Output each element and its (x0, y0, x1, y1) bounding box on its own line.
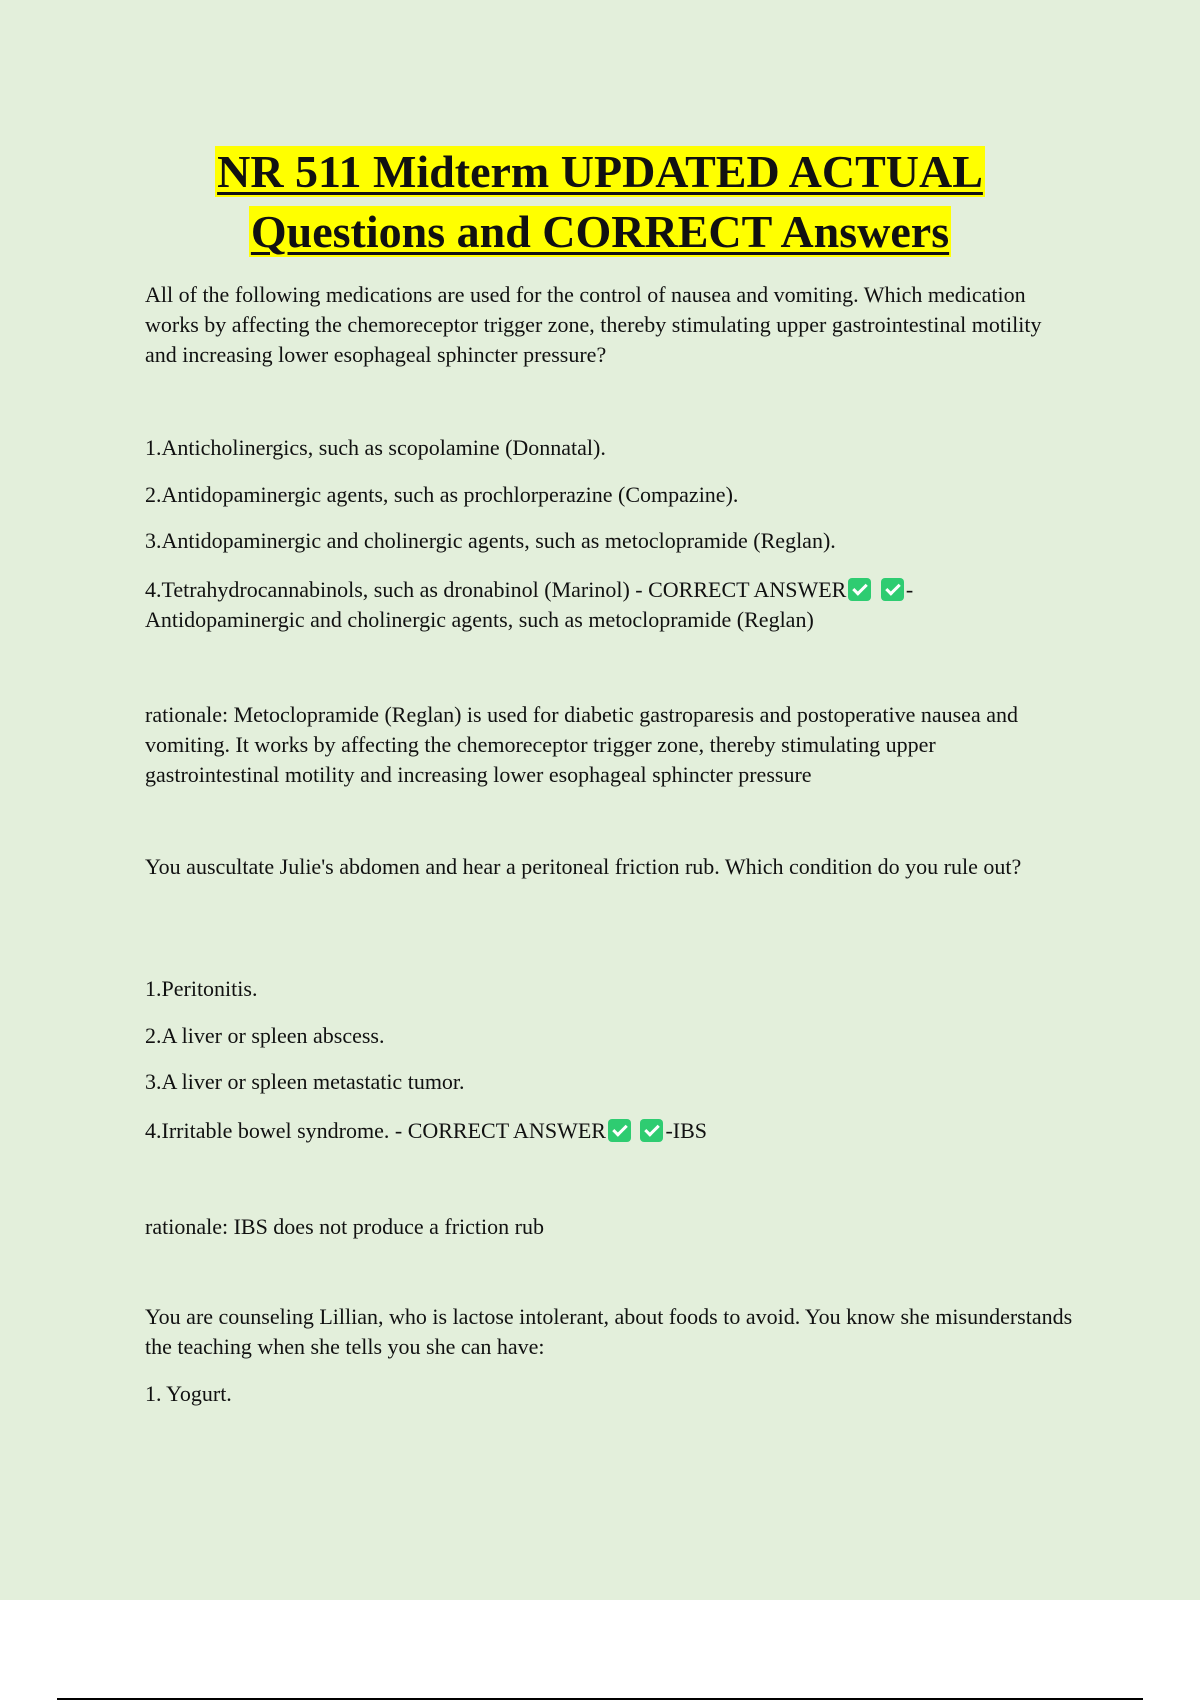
check-mark-icon (640, 1119, 663, 1142)
question-1-correct-answer: Antidopaminergic and cholinergic agents, such as metoclopramide (Reglan) (145, 607, 814, 632)
question-1-rationale: rationale: Metoclopramide (Reglan) is used for diabetic gastroparesis and postoperative nausea and vomiting. It works by affecting the chemoreceptor trigger zone, thereby stimulating upper gastrointestinal motility and increasing lower esophageal sphincter pressure (145, 702, 1018, 787)
question-2-rationale: rationale: IBS does not produce a friction rub (145, 1214, 544, 1239)
question-2-option-3: 3.A liver or spleen metastatic tumor. (145, 1069, 465, 1094)
question-1-prompt: All of the following medications are used for the control of nausea and vomiting. Which medication works by affecting the chemoreceptor trigger zone, thereby stimulating upper gastrointestinal motility and increasing lower esophageal sphincter pressure? (145, 282, 1042, 367)
question-1-option-4 (145, 575, 1075, 635)
question-1-option-1: 1.Anticholinergics, such as scopolamine (Donnatal). (145, 435, 606, 460)
question-3-option-1: 1. Yogurt. (145, 1381, 232, 1406)
title-line-2: Questions and CORRECT Answers (250, 206, 950, 257)
check-mark-icon (608, 1119, 631, 1142)
question-2-option-4-text: 4.Irritable bowel syndrome. - CORRECT ANSWER (145, 1118, 606, 1143)
question-1-answer-suffix: - (905, 577, 914, 602)
document-title (0, 142, 1200, 262)
check-mark-icon (848, 578, 871, 601)
question-2-option-4 (145, 1116, 1075, 1146)
question-2-option-2: 2.A liver or spleen abscess. (145, 1023, 385, 1048)
question-2-answer-suffix: -IBS (665, 1118, 707, 1143)
title-line-1: NR 511 Midterm UPDATED ACTUAL (217, 146, 983, 197)
question-1-option-2: 2.Antidopaminergic agents, such as prochlorperazine (Compazine). (145, 482, 739, 507)
question-1-option-3: 3.Antidopaminergic and cholinergic agents, such as metoclopramide (Reglan). (145, 528, 836, 553)
question-2-option-1: 1.Peritonitis. (145, 976, 258, 1001)
question-3-prompt: You are counseling Lillian, who is lactose intolerant, about foods to avoid. You know she misunderstands the teaching when she tells you she can have: (145, 1304, 1073, 1359)
question-2-prompt: You auscultate Julie's abdomen and hear a peritoneal friction rub. Which condition do you rule out? (145, 854, 1022, 879)
question-1-option-4-text: 4.Tetrahydrocannabinols, such as dronabinol (Marinol) - CORRECT ANSWER (145, 577, 847, 602)
check-mark-icon (881, 578, 904, 601)
